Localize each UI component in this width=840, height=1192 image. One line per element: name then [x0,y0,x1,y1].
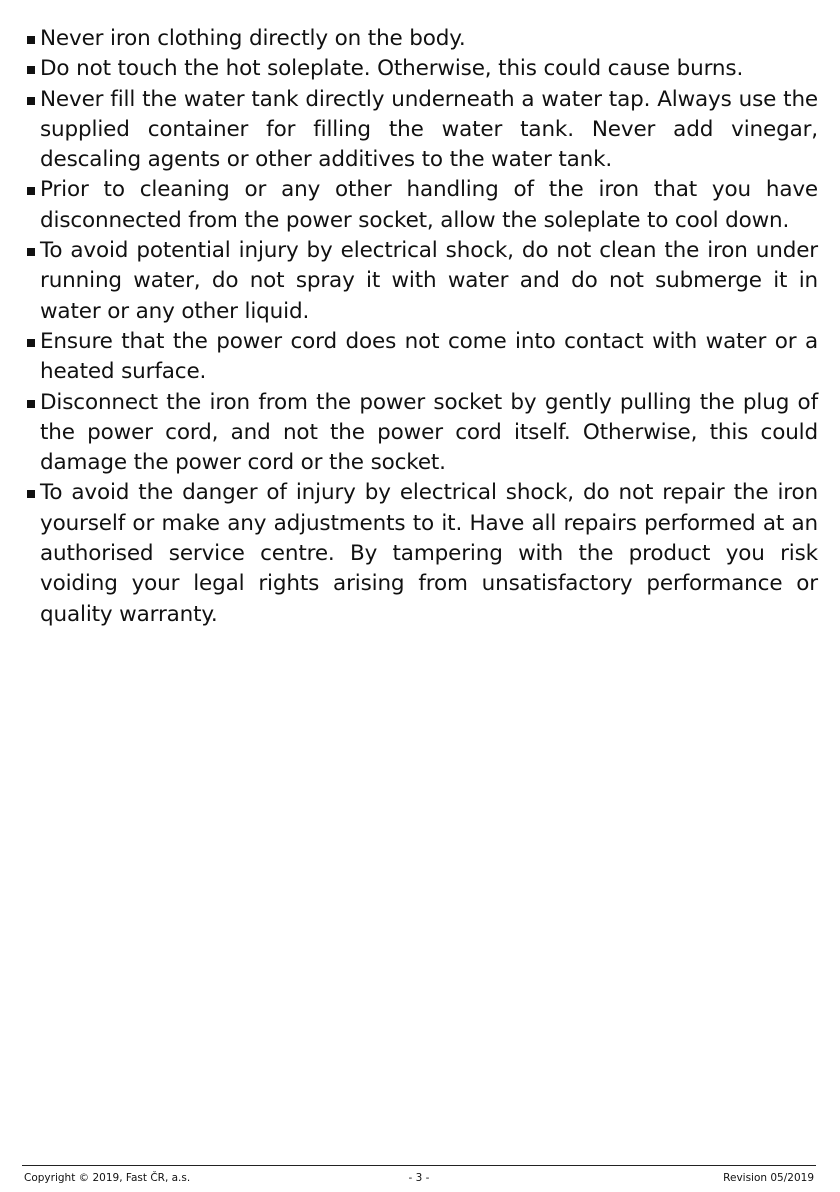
safety-instructions-list [22,24,818,630]
list-item-text: To avoid the danger of injury by electrical shock, do not repair the iron yourself or make any adjustments to it. Have all repairs performed at an authorised service centre. By tampering with the product you risk voiding your legal rights arising from unsatisfactory performance or quality warranty. [40,480,818,627]
list-item [22,327,818,388]
list-item-text: Prior to cleaning or any other handling of the iron that you have disconnected from the power socket, allow the soleplate to cool down. [40,177,818,233]
list-item [22,24,818,54]
list-item-text: To avoid potential injury by electrical shock, do not clean the iron under running water, do not spray it with water and do not submerge it in water or any other liquid. [40,238,818,324]
bullet-square-icon [27,248,35,256]
bullet-square-icon [27,339,35,347]
bullet-square-icon [27,36,35,44]
bullet-square-icon [27,490,35,498]
list-item [22,478,818,629]
list-item-text: Never iron clothing directly on the body. [40,26,466,51]
list-item-text: Ensure that the power cord does not come into contact with water or a heated surface. [40,328,818,385]
bullet-square-icon [27,400,35,408]
list-item [22,85,818,176]
page-footer [22,1165,816,1190]
revision-text: Revision 05/2019 [723,1172,814,1184]
page-number: - 3 - [408,1172,430,1184]
list-item-text: Do not touch the hot soleplate. Otherwise, this could cause burns. [40,56,744,82]
bullet-square-icon [27,97,35,105]
list-item-text: Never fill the water tank directly underneath a water tap. Always use the supplied container for filling the water tank. Never add vinegar, descaling agents or other additives to the water tank. [40,86,818,173]
copyright-text: Copyright © 2019, Fast ČR, a.s. [24,1172,191,1184]
list-item [22,236,818,327]
list-item [22,54,818,84]
list-item-text: Disconnect the iron from the power socket by gently pulling the plug of the power cord, and not the power cord itself. Otherwise, this could damage the power cord or the socket. [40,389,818,476]
bullet-square-icon [27,66,35,74]
list-item [22,388,818,479]
bullet-square-icon [27,187,35,195]
list-item [22,175,818,236]
